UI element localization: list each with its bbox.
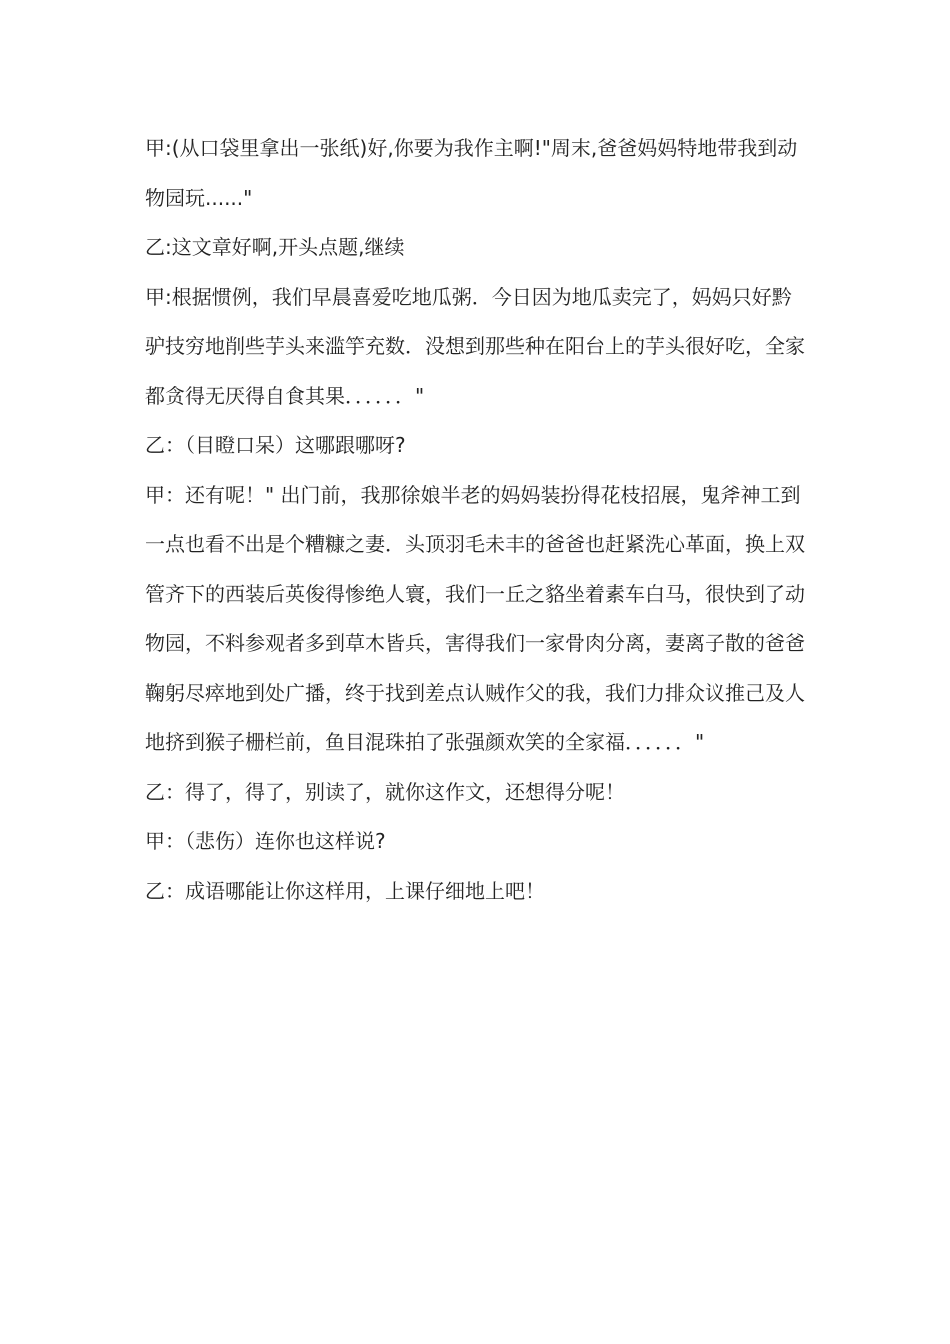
dialogue-line-7: 甲：（悲伤）连你也这样说? (145, 829, 386, 853)
document-body (145, 124, 805, 916)
dialogue-line-3: 甲:根据惯例，我们早晨喜爱吃地瓜粥．今日因为地瓜卖完了，妈妈只好黔驴技穷地削些芋头来滥竽充数．没想到那些种在阳台上的芋头很好吃，全家都贪得无厌得自食其果．．．．．．" (145, 284, 805, 408)
dialogue-line-4: 乙：（目瞪口呆）这哪跟哪呀? (145, 433, 406, 457)
dialogue-line-8: 乙：成语哪能让你这样用，上课仔细地上吧！ (145, 878, 545, 903)
dialogue-line-2: 乙:这文章好啊,开头点题,继续 (145, 235, 405, 259)
dialogue-line-1: 甲:(从口袋里拿出一张纸)好,你要为我作主啊!"周末,爸爸妈妈特地带我到动物园玩......" (145, 136, 798, 210)
dialogue-line-5: 甲：还有呢！" 出门前，我那徐娘半老的妈妈装扮得花枝招展，鬼斧神工到一点也看不出是个糟糠之妻．头顶羽毛未丰的爸爸也赶紧洗心革面，换上双管齐下的西装后英俊得惨绝人寰，我们一丘之貉坐着素车白马，很快到了动物园，不料参观者多到草木皆兵，害得我们一家骨肉分离，妻离子散的爸爸鞠躬尽瘁地到处广播，终于找到差点认贼作父的我，我们力排众议推己及人地挤到猴子栅栏前，鱼目混珠拍了张强颜欢笑的全家福．．．．．．" (145, 482, 805, 754)
dialogue-line-6: 乙：得了，得了，别读了，就你这作文，还想得分呢！ (145, 779, 625, 804)
